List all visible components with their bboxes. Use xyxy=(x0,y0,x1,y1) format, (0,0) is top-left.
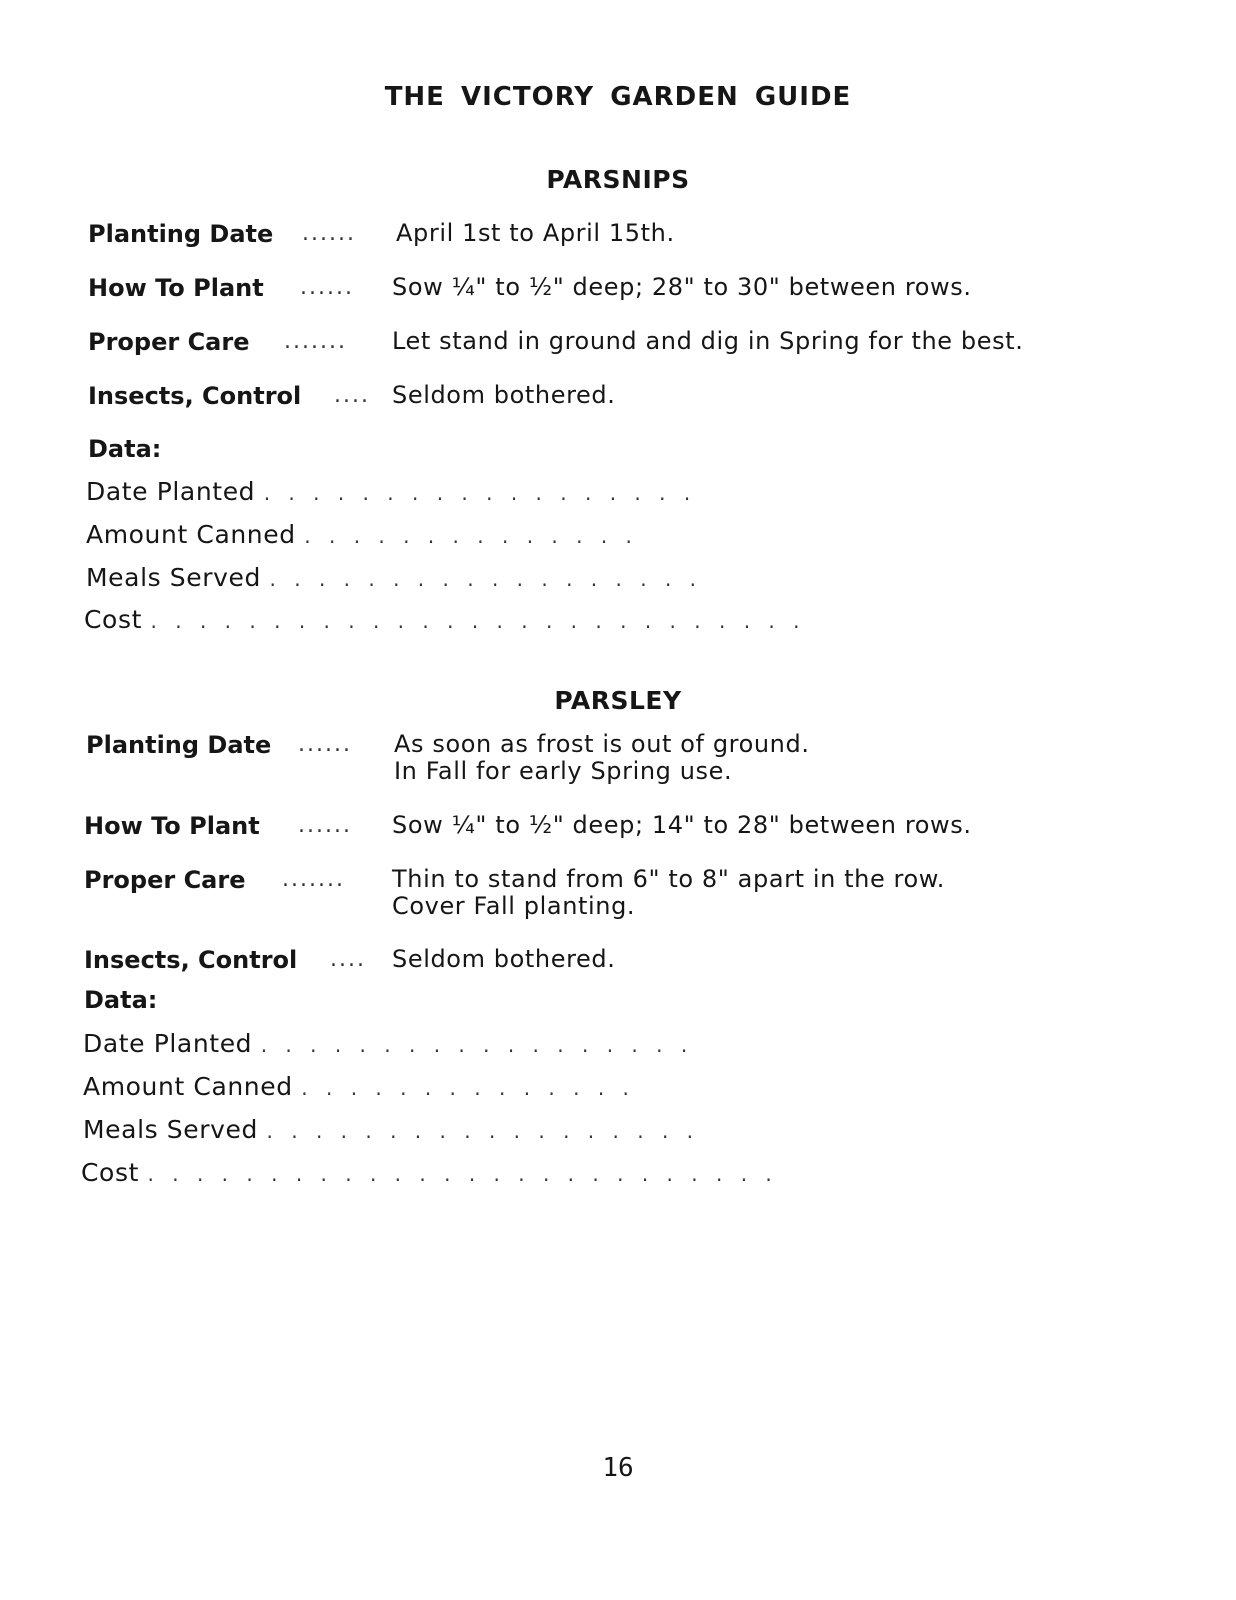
row-label: Proper Care xyxy=(84,866,246,894)
value-line: Sow ¼" to ½" deep; 14" to 28" between rows. xyxy=(392,811,972,839)
fill-in-dots: . . . . . . . . . . . . . . xyxy=(301,1076,635,1100)
fill-in-dots: . . . . . . . . . . . . . . . . . . . . . . . . . . xyxy=(147,1162,778,1186)
data-field-label: Date Planted xyxy=(86,477,256,506)
row-label: Planting Date xyxy=(88,220,274,248)
page-title: THE VICTORY GARDEN GUIDE xyxy=(384,82,852,112)
row-label: How To Plant xyxy=(88,274,264,302)
data-heading: Data: xyxy=(84,986,158,1014)
row-value xyxy=(396,220,675,247)
leader-dots: .... xyxy=(334,383,370,408)
leader-dots: ....... xyxy=(282,867,345,892)
leader-dots: ...... xyxy=(298,732,352,757)
fill-in-dots: . . . . . . . . . . . . . . . . . . xyxy=(263,481,697,505)
section-title-parsnips: PARSNIPS xyxy=(546,165,690,194)
data-field-meals-served xyxy=(86,563,702,592)
row-label: How To Plant xyxy=(84,812,260,840)
fill-in-dots: . . . . . . . . . . . . . . . . . . xyxy=(269,567,703,591)
row-value xyxy=(394,731,810,785)
value-line: Cover Fall planting. xyxy=(392,892,636,920)
fill-in-dots: . . . . . . . . . . . . . . . . . . xyxy=(266,1119,700,1143)
data-heading: Data: xyxy=(88,435,162,463)
data-field-label: Amount Canned xyxy=(83,1072,293,1101)
fill-in-dots: . . . . . . . . . . . . . . xyxy=(304,524,638,548)
value-line: Thin to stand from 6" to 8" apart in the row. xyxy=(392,865,946,893)
row-value xyxy=(392,274,972,301)
data-field-date-planted xyxy=(83,1029,693,1058)
leader-dots: ....... xyxy=(284,329,347,354)
value-line: April 1st to April 15th. xyxy=(396,219,675,247)
value-line: As soon as frost is out of ground. xyxy=(394,730,810,758)
data-field-label: Date Planted xyxy=(83,1029,253,1058)
data-field-date-planted xyxy=(86,477,696,506)
data-field-label: Cost xyxy=(81,1158,139,1187)
data-field-meals-served xyxy=(83,1115,699,1144)
row-value xyxy=(392,382,615,409)
page-number: 16 xyxy=(602,1453,634,1483)
row-value xyxy=(392,866,945,920)
row-label: Insects, Control xyxy=(84,946,298,974)
row-value xyxy=(392,328,1023,355)
row-label: Planting Date xyxy=(86,731,272,759)
data-field-label: Meals Served xyxy=(83,1115,258,1144)
value-line: Seldom bothered. xyxy=(392,945,616,973)
row-label: Insects, Control xyxy=(88,382,302,410)
fill-in-dots: . . . . . . . . . . . . . . . . . . . . . . . . . . . xyxy=(150,609,806,633)
value-line: Let stand in ground and dig in Spring for the best. xyxy=(392,327,1024,355)
data-field-cost xyxy=(84,605,805,634)
fill-in-dots: . . . . . . . . . . . . . . . . . . xyxy=(260,1033,694,1057)
leader-dots: ...... xyxy=(298,813,352,838)
value-line: In Fall for early Spring use. xyxy=(394,757,733,785)
leader-dots: ...... xyxy=(300,275,354,300)
row-value xyxy=(392,812,972,839)
data-field-label: Amount Canned xyxy=(86,520,296,549)
leader-dots: .... xyxy=(330,947,366,972)
data-field-amount-canned xyxy=(86,520,638,549)
data-field-label: Cost xyxy=(84,605,142,634)
data-field-cost xyxy=(81,1158,778,1187)
data-field-amount-canned xyxy=(83,1072,635,1101)
value-line: Sow ¼" to ½" deep; 28" to 30" between rows. xyxy=(392,273,972,301)
row-value xyxy=(392,946,615,973)
row-label: Proper Care xyxy=(88,328,250,356)
value-line: Seldom bothered. xyxy=(392,381,616,409)
section-title-parsley: PARSLEY xyxy=(554,686,682,715)
data-field-label: Meals Served xyxy=(86,563,261,592)
leader-dots: ...... xyxy=(302,221,356,246)
